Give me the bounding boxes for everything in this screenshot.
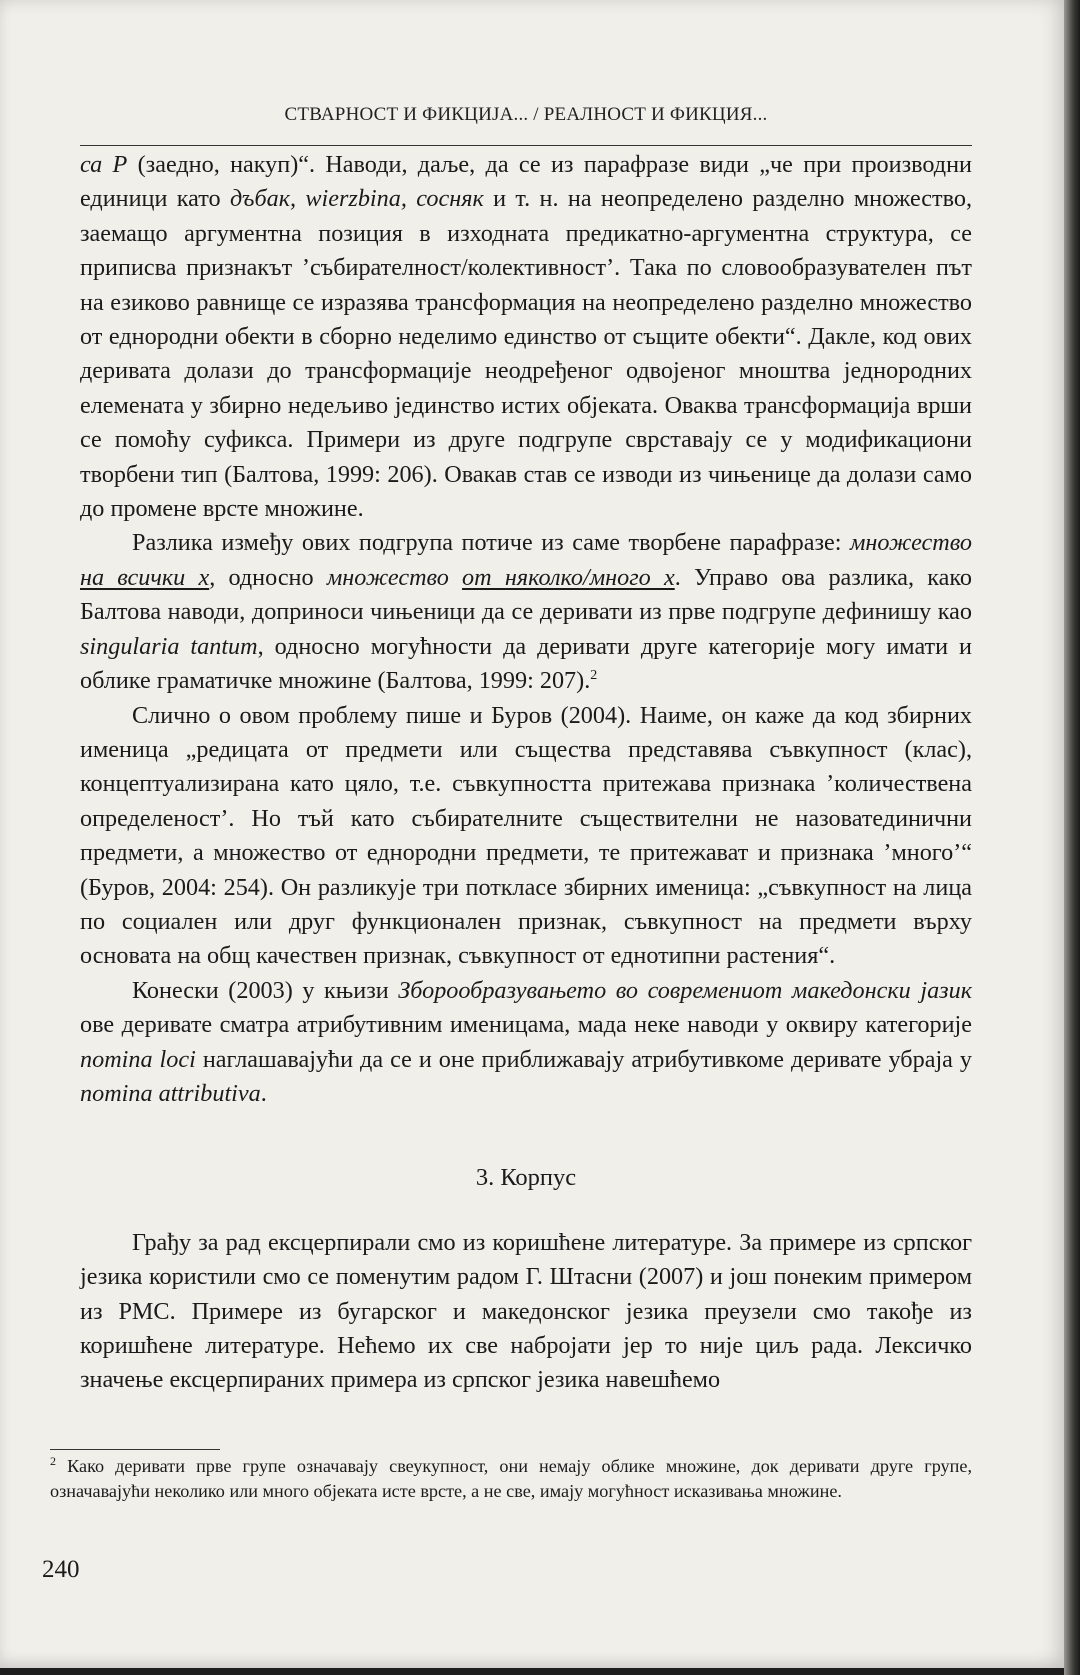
footnote-marker: 2 xyxy=(50,1453,56,1468)
section-heading: 3. Корпус xyxy=(475,1164,577,1192)
text-run: и т. н. на неопределено разделно множество, заемащо аргументна позиция в изходната предикатно-аргументна структура, се приписва признакът ’събирателност/колективност’. Така по словообразувателен път на езиково равнище се изразява трансформация на неопределено разделно множество от еднородни обекти в сборно неделимо единство от същите обекти“. Дакле, код ових деривата долази до трансформације неодређеног одвојеног мноштва једнородних елемената у збирно недељиво јединство истих објеката. Оваква трансформација врши се помоћу суфикса. Примери из друге подгрупе сврставају се у модификациони творбени тип (Балтова, 1999: 206). Овакав став се изводи из чињенице да долази само до промене врсте множине. xyxy=(80,185,972,523)
header-rule xyxy=(80,145,972,146)
main-text xyxy=(80,148,972,1398)
italic-term: nomina attributiva xyxy=(80,1079,261,1107)
italic-term: nomina loci xyxy=(80,1045,196,1073)
text-run: Конески (2003) у књизи xyxy=(132,976,399,1004)
footnote-text: Како деривати прве групе означавају свеукупност, они немају облике множине, док деривати друге групе, означавајући неколико или много објеката исте врсте, а не све, имају могућност исказивања множине. xyxy=(50,1456,972,1501)
footnote-rule xyxy=(50,1449,220,1450)
book-spine-shadow xyxy=(1064,0,1080,1675)
text-run: Слично о овом проблему пише и Буров (2004). Наиме, он каже да код збирних именица „редицата от предмети или същества представява съвкупност (клас), концептуализирана като цяло, т.е. съвкупността притежава признака ’количествена определеност’. Но тъй като събирателните съществителни не назоватединични предмети, а множество от еднородни предмети, те притежават и признака ’много’“ (Буров, 2004: 254). Он разликује три поткласе збирних именица: „съвкупност на лица по социален или друг функционален признак, съвкупност на предмети върху основата на общ качествен признак, съвкупност от еднотипни растения“. xyxy=(80,701,972,970)
text-run: . Управо ова разлика, како Балтова наводи, доприноси чињеници да се деривати из прве подгрупе дефинишу као xyxy=(80,563,972,626)
italic-term: Зборообразувањето во современиот македонски јазик xyxy=(398,976,973,1004)
page-number: 240 xyxy=(42,1556,80,1583)
paragraph-5 xyxy=(80,1226,972,1398)
italic-term: са Р xyxy=(80,151,128,178)
footnote-reference[interactable]: 2 xyxy=(590,668,598,684)
italic-term: singularia tantum xyxy=(80,632,258,660)
paragraph-1 xyxy=(80,148,972,526)
underlined-term: на всички х xyxy=(80,563,210,591)
text-run: , односно xyxy=(209,563,327,591)
text-run: Грађу за рад ексцерпирали смо из коришћене литературе. За примере из српског језика користили смо се поменутим радом Г. Штасни (2007) и још понеким примером из РМС. Примере из бугарског и македонског језика преузели смо такође из коришћене литературе. Нећемо их све набројати јер то није циљ рада. Лексичко значење ексцерпираних примера из српског језика навешћемо xyxy=(80,1228,972,1394)
underlined-term: от няколко/много х xyxy=(462,563,675,591)
text-run: . xyxy=(260,1079,267,1107)
footnote xyxy=(50,1454,972,1503)
text-run: наглашавајући да се и оне приближавају атрибутивкоме деривате убраја у xyxy=(195,1045,972,1073)
text-run: , односно могућности да деривати друге категорије могу имати и облике граматичке множине (Балтова, 1999: 207). xyxy=(80,632,972,695)
paragraph-2 xyxy=(80,526,972,698)
paragraph-3 xyxy=(80,699,972,974)
text-run: Разлика између ових подгрупа потиче из саме творбене парафразе: xyxy=(132,529,850,557)
italic-term: дъбак, wierzbina, сосняк xyxy=(229,185,484,213)
text-run: ове деривате сматра атрибутивним именицама, мада неке наводи у оквиру категорије xyxy=(80,1011,972,1039)
italic-term: множество xyxy=(850,529,972,557)
running-header: СТВАРНОСТ И ФИКЦИЈА... / РЕАЛНОСТ И ФИКЦИЯ... xyxy=(284,104,768,125)
italic-term: множество xyxy=(326,563,463,591)
paragraph-4 xyxy=(80,974,972,1112)
text-run: (заедно, накуп)“. Наводи, даље, да се из парафразе види „че при производни единици като xyxy=(80,151,972,213)
